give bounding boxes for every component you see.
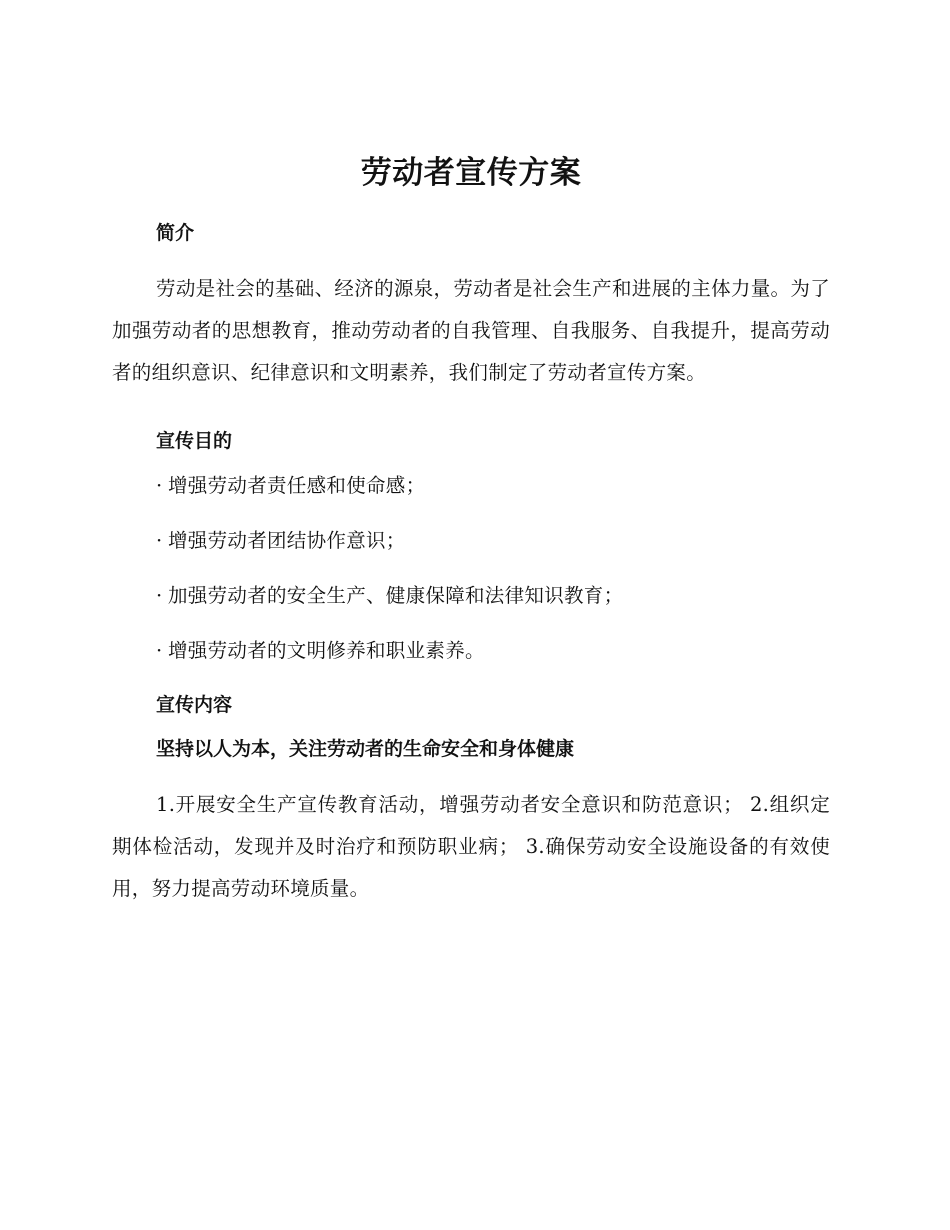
purpose-list [112, 458, 830, 678]
intro-paragraph: 劳动是社会的基础、经济的源泉，劳动者是社会生产和进展的主体力量。为了加强劳动者的思想教育，推动劳动者的自我管理、自我服务、自我提升，提高劳动者的组织意识、纪律意识和文明素养，我们制定了劳动者宣传方案。 [112, 277, 830, 384]
bullet-marker: · [156, 584, 163, 607]
spacer [112, 196, 830, 206]
purpose-list-item [112, 623, 830, 678]
section-heading-intro: 简介 [156, 222, 195, 244]
purpose-list-item [112, 568, 830, 623]
purpose-item-text: 增强劳动者团结协作意识； [168, 529, 406, 552]
section-heading-content: 宣传内容 [156, 694, 233, 716]
purpose-list-item [112, 513, 830, 568]
purpose-item-text: 加强劳动者的安全生产、健康保障和法律知识教育； [168, 584, 624, 607]
section-heading-purpose: 宣传目的 [156, 430, 233, 452]
bullet-marker: · [156, 639, 163, 662]
document-content [112, 150, 830, 910]
spacer [112, 394, 830, 414]
content-subheading: 坚持以人为本，关注劳动者的生命安全和身体健康 [156, 738, 575, 760]
bullet-marker: · [156, 474, 163, 497]
bullet-marker: · [156, 529, 163, 552]
purpose-list-item [112, 458, 830, 513]
content-paragraph: 1.开展安全生产宣传教育活动，增强劳动者安全意识和防范意识； 2.组织定期体检活动，发现并及时治疗和预防职业病； 3.确保劳动安全设施设备的有效使用，努力提高劳动环境质量。 [112, 793, 830, 900]
purpose-item-text: 增强劳动者的文明修养和职业素养。 [168, 639, 485, 662]
purpose-item-text: 增强劳动者责任感和使命感； [168, 474, 426, 497]
document-title: 劳动者宣传方案 [360, 155, 582, 191]
